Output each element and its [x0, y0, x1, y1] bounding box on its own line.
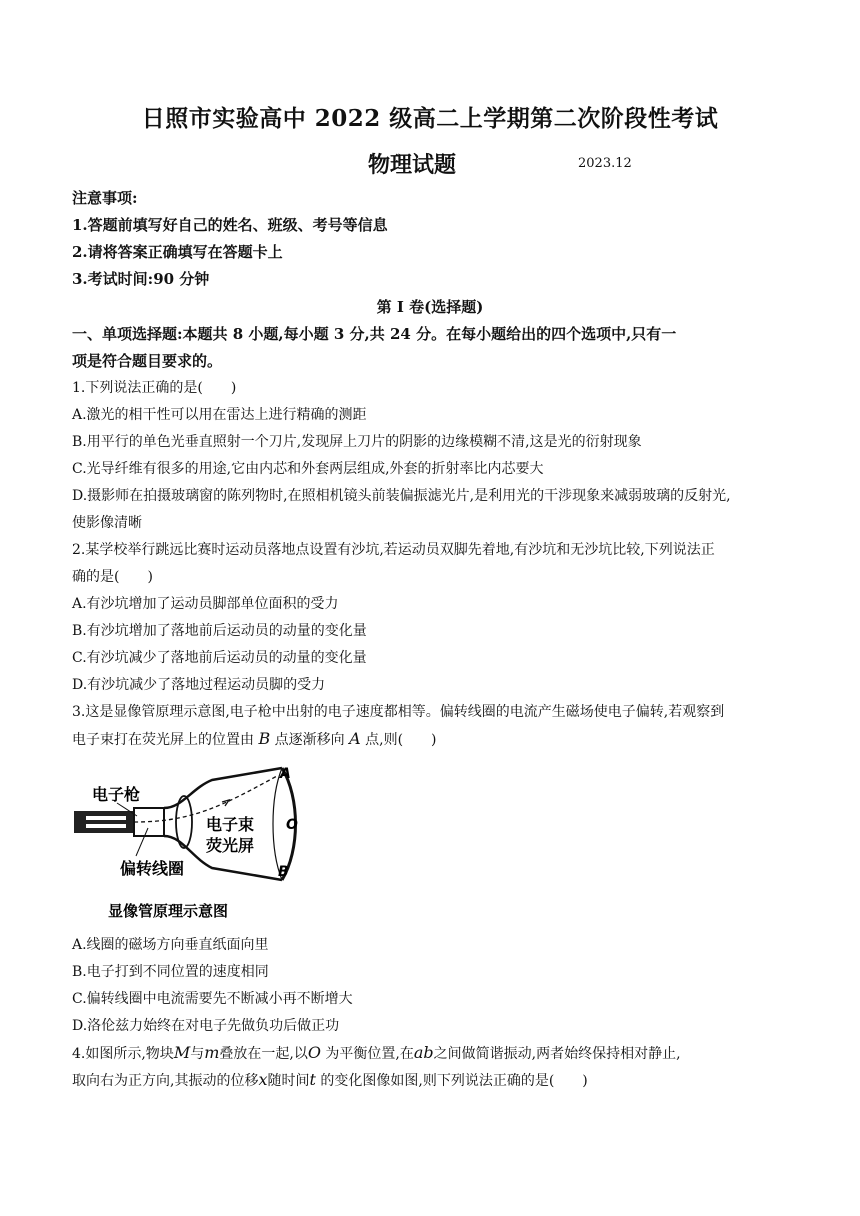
point-a: A: [280, 766, 291, 782]
gun-stripe: [86, 816, 126, 820]
subject-title: 物理试题: [368, 152, 457, 178]
stem-text: 点,则( ): [360, 732, 437, 748]
option-c: C.光导纤维有很多的用途,它由内芯和外套两层组成,外套的折射率比内芯要大: [72, 461, 544, 477]
var-a: A: [349, 729, 361, 748]
option-d: D.有沙坑减少了落地过程运动员脚的受力: [72, 677, 326, 693]
stem-text: 4.如图所示,物块: [72, 1046, 174, 1062]
stem-text: 随时间: [267, 1073, 310, 1089]
label-coil: 偏转线圈: [120, 859, 185, 878]
question-stem-cont: [72, 1070, 792, 1091]
var-M: M: [173, 1043, 191, 1062]
notice-item: 1.答题前填写好自己的姓名、班级、考号等信息: [72, 216, 388, 234]
option-d: D.洛伦兹力始终在对电子先做负功后做正功: [72, 1018, 340, 1034]
stem-text: 之间做简谐振动,两者始终保持相对静止,: [433, 1046, 681, 1062]
section-instruction: 项是符合题目要求的。: [72, 352, 223, 370]
option-d: D.摄影师在拍摄玻璃窗的陈列物时,在照相机镜头前装偏振滤光片,是利用光的干涉现象来减弱玻璃的反射光,: [72, 488, 731, 504]
var-x: x: [258, 1070, 268, 1089]
figure-caption: 显像管原理示意图: [108, 902, 229, 920]
gun-stripe: [86, 824, 126, 828]
exam-date: 2023.12: [578, 156, 632, 171]
option-a: A.线圈的磁场方向垂直纸面向里: [72, 937, 269, 953]
option-a: A.有沙坑增加了运动员脚部单位面积的受力: [72, 596, 339, 612]
notice-item: 3.考试时间:90 分钟: [72, 270, 210, 288]
question-stem-cont: [72, 729, 792, 750]
label-beam: 电子束: [206, 815, 255, 834]
option-b: B.有沙坑增加了落地前后运动员的动量的变化量: [72, 623, 367, 639]
point-b: B: [278, 864, 289, 880]
notice-item: 2.请将答案正确填写在答题卡上: [72, 243, 283, 261]
question-stem: 2.某学校举行跳远比赛时运动员落地点设置有沙坑,若运动员双脚先着地,有沙坑和无沙坑比较,下列说法正: [72, 542, 715, 558]
option-d-cont: 使影像清晰: [72, 515, 142, 531]
label-screen: 荧光屏: [206, 836, 255, 855]
stem-text: 取向右为正方向,其振动的位移: [72, 1073, 259, 1089]
var-b: B: [258, 729, 271, 748]
var-ab: ab: [413, 1043, 434, 1062]
crt-diagram: [72, 758, 332, 928]
var-t: t: [309, 1070, 316, 1089]
option-b: B.用平行的单色光垂直照射一个刀片,发现屏上刀片的阴影的边缘模糊不清,这是光的衍射现象: [72, 434, 642, 450]
stem-text: 的变化图像如图,则下列说法正确的是( ): [315, 1073, 588, 1089]
question-stem: [72, 1043, 792, 1064]
option-a: A.激光的相干性可以用在雷达上进行精确的测距: [72, 407, 367, 423]
var-m: m: [204, 1043, 220, 1062]
deflection-coil: [176, 796, 192, 848]
option-c: C.有沙坑减少了落地前后运动员的动量的变化量: [72, 650, 367, 666]
subtitle-row: [0, 148, 860, 178]
question-stem: 3.这是显像管原理示意图,电子枪中出射的电子速度都相等。偏转线圈的电流产生磁场使电子偏转,若观察到: [72, 704, 725, 720]
question-stem-cont: 确的是( ): [72, 569, 153, 585]
section-instruction: 一、单项选择题:本题共 8 小题,每小题 3 分,共 24 分。在每小题给出的四个选项中,只有一: [72, 325, 677, 343]
question-stem: 1.下列说法正确的是( ): [72, 380, 237, 396]
var-O: O: [307, 1043, 321, 1062]
stem-text: 与: [190, 1046, 205, 1062]
exam-title: 日照市实验高中 2022 级高二上学期第二次阶段性考试: [141, 105, 719, 132]
label-gun: 电子枪: [92, 785, 141, 804]
point-o: O: [286, 817, 298, 833]
coil-pointer: [136, 828, 148, 856]
stem-text: 为平衡位置,在: [320, 1046, 414, 1062]
gun-block: [74, 811, 134, 833]
option-b: B.电子打到不同位置的速度相同: [72, 964, 269, 980]
stem-text: 点逐渐移向: [270, 732, 350, 748]
stem-text: 电子束打在荧光屏上的位置由: [72, 732, 259, 748]
volume-heading: 第 I 卷(选择题): [376, 298, 484, 316]
notice-heading: 注意事项:: [72, 189, 138, 207]
option-c: C.偏转线圈中电流需要先不断减小再不断增大: [72, 991, 353, 1007]
stem-text: 叠放在一起,以: [219, 1046, 308, 1062]
